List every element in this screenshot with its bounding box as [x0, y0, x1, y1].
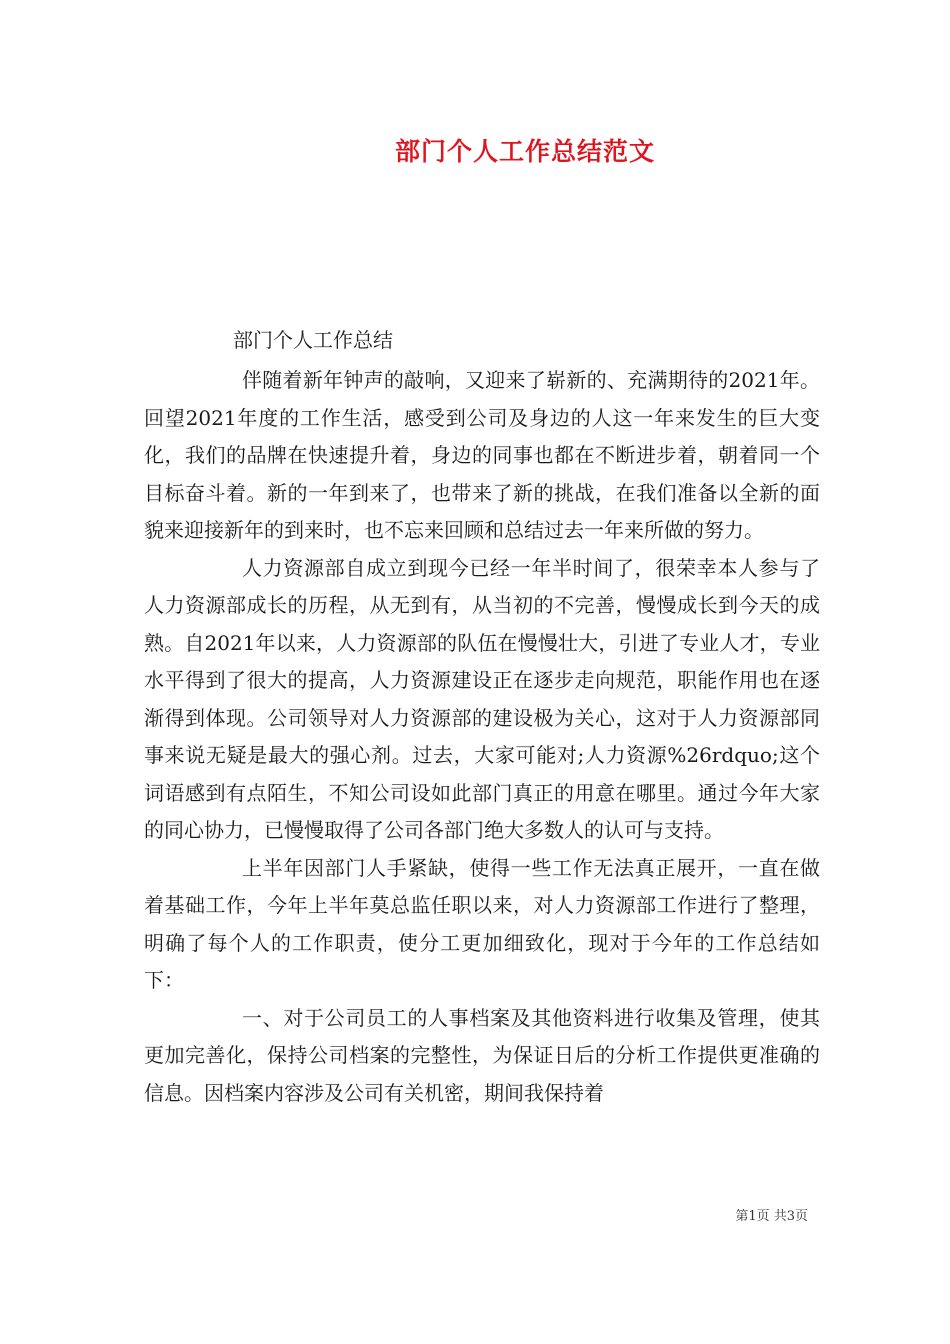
paragraph-4: 一、对于公司员工的人事档案及其他资料进行收集及管理，使其更加完善化，保持公司档案的完整性，为保证日后的分析工作提供更准确的信息。因档案内容涉及公司有关机密，期间我保持着: [144, 1005, 820, 1105]
document-body: [144, 362, 820, 1112]
page-number-footer: 第1页 共3页: [735, 1209, 808, 1224]
document-title: 部门个人工作总结范文: [394, 137, 655, 166]
paragraph-3: 上半年因部门人手紧缺，使得一些工作无法真正展开，一直在做着基础工作，今年上半年莫总监任职以来，对人力资源部工作进行了整理，明确了每个人的工作职责，使分工更加细致化，现对于今年的工作总结如下：: [144, 855, 820, 992]
paragraph-1: 伴随着新年钟声的敲响，又迎来了崭新的、充满期待的2021年。回望2021年度的工作生活，感受到公司及身边的人这一年来发生的巨大变化，我们的品牌在快速提升着，身边的同事也都在不断进步着，朝着同一个目标奋斗着。新的一年到来了，也带来了新的挑战，在我们准备以全新的面貌来迎接新年的到来时，也不忘来回顾和总结过去一年来所做的努力。: [144, 368, 820, 542]
document-subtitle: 部门个人工作总结: [233, 328, 393, 352]
paragraph-2: 人力资源部自成立到现今已经一年半时间了，很荣幸本人参与了人力资源部成长的历程，从无到有，从当初的不完善，慢慢成长到今天的成熟。自2021年以来，人力资源部的队伍在慢慢壮大，引进了专业人才，专业水平得到了很大的提高，人力资源建设正在逐步走向规范，职能作用也在逐渐得到体现。公司领导对人力资源部的建设极为关心，这对于人力资源部同事来说无疑是最大的强心剂。过去，大家可能对;人力资源%26rdquo;这个词语感到有点陌生，不知公司设如此部门真正的用意在哪里。通过今年大家的同心协力，已慢慢取得了公司各部门绝大多数人的认可与支持。: [144, 555, 820, 842]
